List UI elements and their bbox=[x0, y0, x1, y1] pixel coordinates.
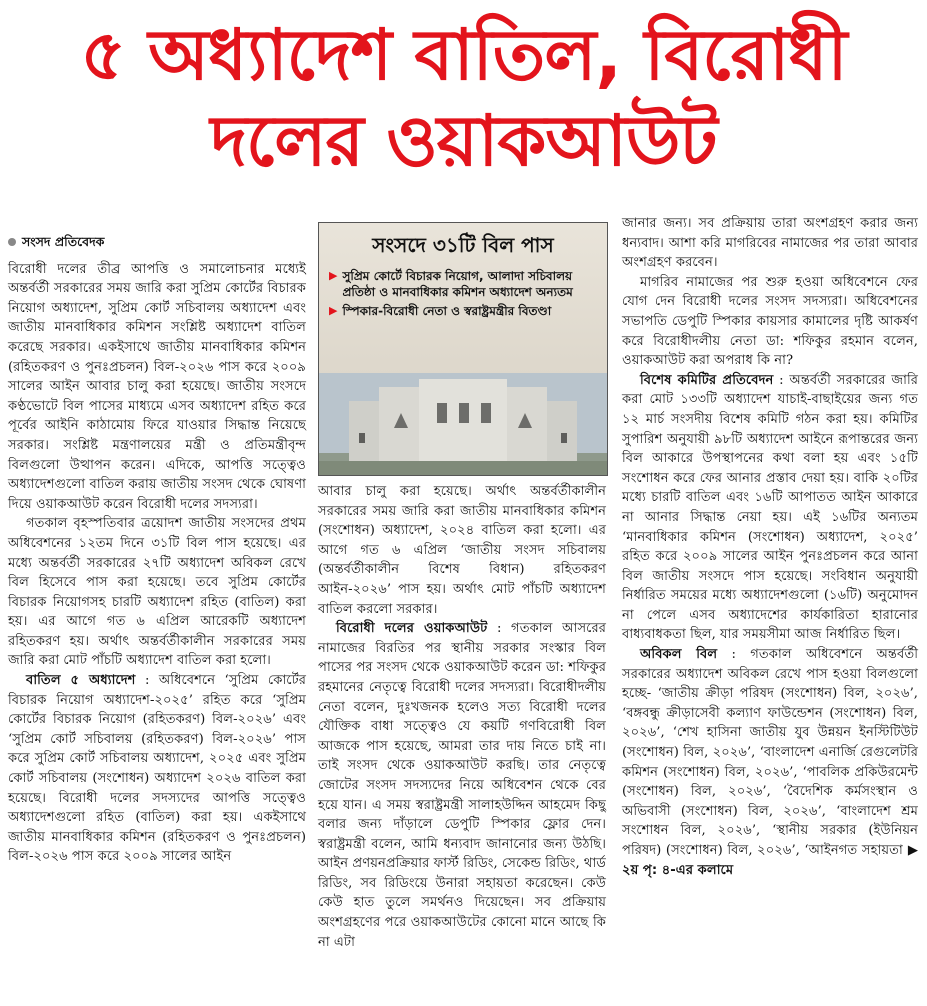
headline bbox=[0, 12, 927, 184]
triangle-bullet-icon: ▶ bbox=[329, 269, 338, 282]
byline bbox=[8, 232, 306, 252]
paragraph: গতকাল বৃহস্পতিবার ত্রয়োদশ জাতীয় সংসদের প্রথম অধিবেশনের ১২তম দিনে ৩১টি বিল পাস হয়েছে। এর মধ্যে অন্তর্বর্তী সরকারের ২৭টি অধ্যাদেশ অবিকল রেখে বিল হিসেবে পাস করা হয়েছে। তবে সুপ্রিম কোর্টের বিচারক নিয়োগসহ চারটি অধ্যাদেশ রহিত (বাতিল) করা হয়। এর আগে গত ৬ এপ্রিল আরেকটি অধ্যাদেশ রহিতকরণ হয়। অর্থাৎ অন্তর্বর্তীকালীন সরকারের সময় জারি করা মোট পাঁচটি অধ্যাদেশ বাতিল করা হলো। bbox=[8, 516, 306, 669]
paragraph: জানার জন্য। সব প্রক্রিয়ায় তারা অংশগ্রহণ করার জন্য ধন্যবাদ। আশা করি মাগরিবের নামাজের পর তারা আবার অংশগ্রহণ করবেন। bbox=[622, 216, 918, 271]
highlight-item-text: সুপ্রিম কোর্টে বিচারক নিয়োগ, আলাদা সচিবালয় প্রতিষ্ঠা ও মানবাধিকার কমিশন অধ্যাদেশ অন্যতম bbox=[342, 269, 573, 299]
paragraph-text: : অন্তর্বর্তী সরকারের জারি করা মোট ১৩৩টি অধ্যাদেশ যাচাই-বাছাইয়ের জন্য গত ১২ মার্চ সংসদীয় বিশেষ কমিটি গঠন করা হয়। কমিটির সুপারিশ অনুযায়ী ৯৮টি অধ্যাদেশ আইনে রূপান্তরের জন্য বিল আকারে উপস্থাপনের কথা বলা হয় এবং ১৫টি সংশোধন করে ফের আনার প্রস্তাব দেয়া হয়। বাকি ২০টির মধ্যে চারটি বাতিল এবং ১৬টি আপাতত আইন আকারে না আনার সিদ্ধান্ত নেয়া হয়। এই ১৬টির অন্যতম ‘মানবাধিকার কমিশন (সংশোধন) অধ্যাদেশ, ২০২৫’ রহিত করে ২০০৯ সালের আইন পুনঃপ্রচলন করে আনা বিল জাতীয় সংসদে পাস হয়েছে। সংবিধান অনুযায়ী নির্ধারিত সময়ের মধ্যে অধ্যাদেশগুলো (১৬টি) অনুমোদন না পেলে এসব অধ্যাদেশের কার্যকারিতা হারানোর বাধ্যবাধকতা ছিল, যার সময়সীমা আজ নির্ধারিত ছিল। bbox=[622, 372, 919, 643]
article-column-1 bbox=[8, 232, 306, 867]
subheading: বিশেষ কমিটির প্রতিবেদন bbox=[640, 372, 774, 388]
paragraph-text: : গতকাল অধিবেশনে অন্তর্বর্তী সরকারের অধ্যাদেশ অবিকল রেখে পাস হওয়া বিলগুলো হচ্ছে- ‘জাতীয় ক্রীড়া পরিষদ (সংশোধন) বিল, ২০২৬’, ‘বঙ্গবন্ধু ক্রীড়াসেবী কল্যাণ ফাউন্ডেশন (সংশোধন) বিল, ২০২৬’, ‘শেখ হাসিনা জাতীয় যুব উন্নয়ন ইনস্টিটিউট (সংশোধন) বিল, ২০২৬’, ‘বাংলাদেশ এনার্জি রেগুলেটরি কমিশন (সংশোধন) বিল, ২০২৬’, ‘পাবলিক প্রকিউরমেন্ট (সংশোধন) বিল, ২০২৬’, ‘বৈদেশিক কর্মসংস্থান ও অভিবাসী (সংশোধন) বিল, ২০২৬’, ‘বাংলাদেশ শ্রম সংশোধন বিল, ২০২৬’, ‘স্থানীয় সরকার (ইউনিয়ন পরিষদ) (সংশোধন) বিল, ২০২৬’, ‘আইনগত সহায়তা bbox=[622, 647, 918, 858]
triangle-bullet-icon: ▶ bbox=[329, 304, 338, 317]
paragraph: আবার চালু করা হয়েছে। অর্থাৎ অন্তর্বর্তীকালীন সরকারের সময় জারি করা জাতীয় মানবাধিকার কমিশন (সংশোধন) অধ্যাদেশ, ২০২৪ বাতিল করা হলো। এর আগে গত ৬ এপ্রিল ‘জাতীয় সংসদ সচিবালয় (অন্তর্বর্তীকালীন বিশেষ বিধান) রহিতকরণ আইন-২০২৬’ পাস হয়। অর্থাৎ মোট পাঁচটি অধ্যাদেশ বাতিল করলো সরকার। bbox=[318, 484, 606, 617]
highlight-item-text: স্পিকার-বিরোধী নেতা ও স্বরাষ্ট্রমন্ত্রীর বিতণ্ডা bbox=[342, 304, 552, 318]
subheading: বিরোধী দলের ওয়াকআউট bbox=[336, 621, 488, 637]
byline-text: সংসদ প্রতিবেদক bbox=[22, 234, 105, 249]
highlight-box-title: সংসদে ৩১টি বিল পাস bbox=[372, 233, 554, 257]
article-column-3 bbox=[622, 214, 918, 880]
highlight-item bbox=[329, 268, 597, 300]
subheading: অবিকল বিল bbox=[640, 647, 718, 663]
parliament-building-photo bbox=[319, 373, 607, 475]
paragraph: মাগরিব নামাজের পর শুরু হওয়া অধিবেশনে ফের যোগ দেন বিরোধী দলের সংসদ সদস্যরা। অধিবেশনের সভাপতি ডেপুটি স্পিকার কায়সার কামালের দৃষ্টি আকর্ষণ করে বিরোধীদলীয় নেতা ডা: শফিকুর রহমান বলেন, ওয়াকআউট করা অপরাধ কি না? bbox=[622, 274, 918, 369]
paragraph bbox=[622, 371, 918, 645]
paragraph: বিরোধী দলের তীব্র আপত্তি ও সমালোচনার মধ্যেই অন্তর্বর্তী সরকারের সময় জারি করা সুপ্রিম কোর্টের বিচারক নিয়োগ অধ্যাদেশ, সুপ্রিম কোর্ট সচিবালয় অধ্যাদেশ এবং জাতীয় মানবাধিকার কমিশন সংশ্লিষ্ট অধ্যাদেশ বাতিল করেছে সরকার। একইসাথে জাতীয় মানবাধিকার কমিশন (রহিতকরণ ও পুনঃপ্রচলন) বিল-২০২৬ পাস করে ২০০৯ সালের আইন আবার চালু করা হয়েছে। জাতীয় সংসদে কণ্ঠভোটে বিল পাসের মাধ্যমে এসব অধ্যাদেশ রহিত করে পূর্বের আইনি কাঠামোয় ফিরে যাওয়ার সিদ্ধান্ত নিয়েছে সরকার। সংশ্লিষ্ট মন্ত্রণালয়ের মন্ত্রী ও প্রতিমন্ত্রীবৃন্দ বিলগুলো উত্থাপন করেন। এদিকে, আপত্তি সত্ত্বেও অধ্যাদেশগুলো বাতিল করায় জাতীয় সংসদ থেকে ঘোষণা দিয়ে ওয়াকআউট করেন বিরোধী দলের সদস্যরা। bbox=[8, 261, 306, 512]
continued-note: ▶ ২য় পৃ: ৪-এর কলামে bbox=[622, 843, 918, 878]
highlight-item bbox=[329, 303, 597, 319]
highlight-box-header bbox=[319, 223, 607, 375]
subheading: বাতিল ৫ অধ্যাদেশ bbox=[26, 673, 136, 689]
headline-line-2: দলের ওয়াকআউট bbox=[210, 100, 717, 182]
paragraph bbox=[8, 671, 306, 867]
paragraph-text: : গতকাল আসরের নামাজের বিরতির পর স্থানীয় সরকার সংস্কার বিল পাসের পর সংসদ থেকে ওয়াকআউট করেন ডা: শফিকুর রহমানের নেতৃত্বে বিরোধী দলের সদস্যরা। বিরোধীদলীয় নেতা বলেন, দুঃখজনক হলেও সত্য বিরোধী দলের যৌক্তিক বাধা সত্ত্বেও যে কয়টি গণবিরোধী বিল আজকে পাস হয়েছে, আমরা তার দায় নিতে চাই না। তাই সংসদ থেকে ওয়াকআউট করছি। তার নেতৃত্বে জোটের সংসদ সদস্যদের নিয়ে অধিবেশন থেকে বের হয়ে যান। এ সময় স্বরাষ্ট্রমন্ত্রী সালাহউদ্দিন আহমেদ কিছু বলার জন্য দাঁড়ালে ডেপুটি স্পিকার ফ্লোর দেন। স্বরাষ্ট্রমন্ত্রী বলেন, আমি ধন্যবাদ জানানোর জন্য উঠছি। আইন প্রণয়নপ্রক্রিয়ার ফার্স্ট রিডিং, সেকেন্ড রিডিং, থার্ড রিডিং, সব রিডিংয়ে উনারা সহায়তা করেছেন। কেউ কেউ হাত তুলে সমর্থনও দিয়েছেন। সব প্রক্রিয়ায় অংশগ্রহণের পরে ওয়াকআউটের কোনো মানে আছে কি না এটা bbox=[318, 621, 606, 950]
highlight-box bbox=[318, 222, 608, 476]
paragraph-text: : অধিবেশনে ‘সুপ্রিম কোর্টের বিচারক নিয়োগ অধ্যাদেশ-২০২৫’ রহিত করে ‘সুপ্রিম কোর্টের বিচারক নিয়োগ (রহিতকরণ) বিল-২০২৬’ এবং ‘সুপ্রিম কোর্ট সচিবালয় (রহিতকরণ) বিল-২০২৬’ পাস করে সুপ্রিম কোর্ট সচিবালয় অধ্যাদেশ, ২০২৫ এবং সুপ্রিম কোর্ট সচিবালয় (সংশোধন) অধ্যাদেশ ২০২৬ বাতিল করা হয়েছে। বিরোধী দলের সদস্যদের আপত্তি সত্ত্বেও অধ্যাদেশগুলো রহিত (বাতিল) করা হয়। একইসাথে জাতীয় মানবাধিকার কমিশন (রহিতকরণ ও পুনঃপ্রচলন) বিল-২০২৬ পাস করে ২০০৯ সালের আইন bbox=[8, 673, 307, 865]
article-column-2 bbox=[318, 482, 606, 952]
headline-line-1: ৫ অধ্যাদেশ বাতিল, বিরোধী bbox=[80, 14, 847, 96]
paragraph bbox=[622, 645, 918, 880]
paragraph bbox=[318, 619, 606, 952]
bullet-dot-icon bbox=[8, 238, 16, 246]
